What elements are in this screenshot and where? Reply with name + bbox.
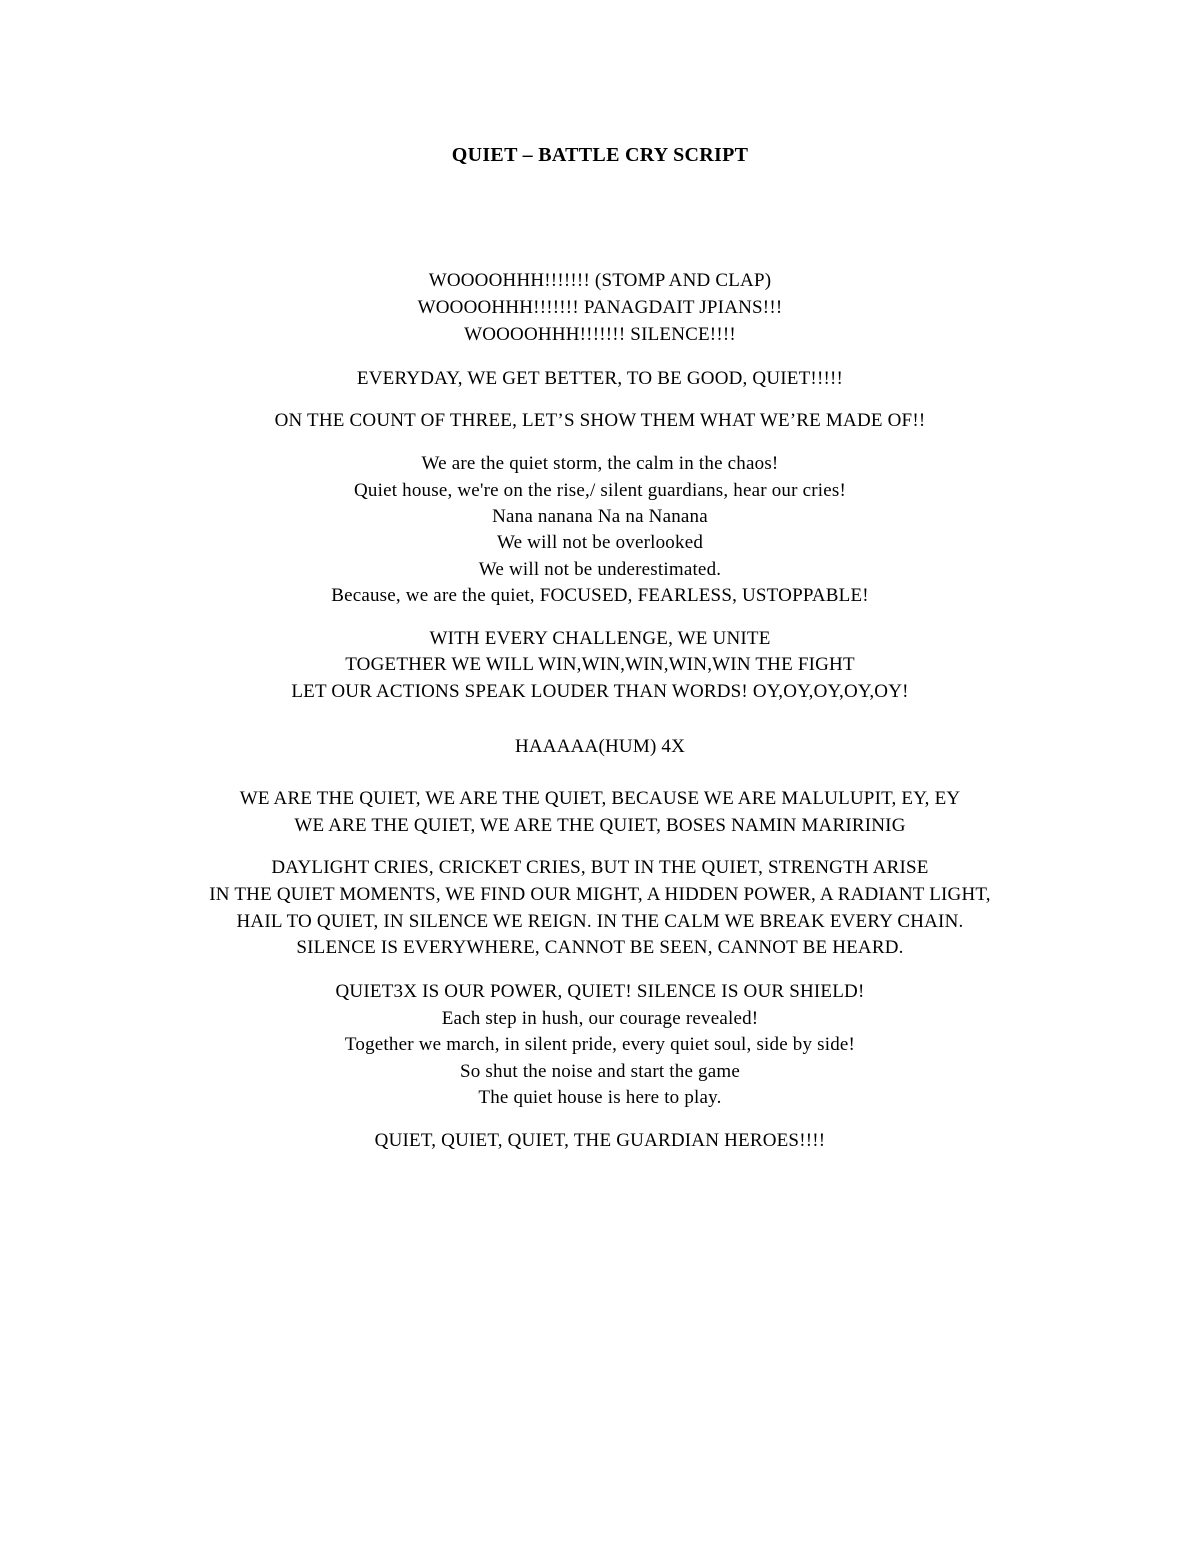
script-line: Because, we are the quiet, FOCUSED, FEARLESS, USTOPPABLE! bbox=[331, 585, 869, 606]
script-line: QUIET, QUIET, QUIET, THE GUARDIAN HEROES!!!! bbox=[374, 1130, 826, 1151]
script-line: LET OUR ACTIONS SPEAK LOUDER THAN WORDS! OY,OY,OY,OY,OY! bbox=[291, 681, 909, 702]
script-line: TOGETHER WE WILL WIN,WIN,WIN,WIN,WIN THE FIGHT bbox=[345, 654, 855, 675]
script-line: We will not be overlooked bbox=[496, 532, 704, 553]
script-line: WITH EVERY CHALLENGE, WE UNITE bbox=[429, 628, 771, 649]
script-line: EVERYDAY, WE GET BETTER, TO BE GOOD, QUIET!!!!! bbox=[356, 368, 844, 389]
script-line: Together we march, in silent pride, every quiet soul, side by side! bbox=[344, 1034, 856, 1055]
script-line: So shut the noise and start the game bbox=[459, 1061, 740, 1082]
script-line: WOOOOHHH!!!!!!! (STOMP AND CLAP) bbox=[428, 270, 772, 291]
script-line: DAYLIGHT CRIES, CRICKET CRIES, BUT IN THE QUIET, STRENGTH ARISE bbox=[271, 857, 929, 878]
script-line: WE ARE THE QUIET, WE ARE THE QUIET, BOSES NAMIN MARIRINIG bbox=[294, 815, 906, 836]
script-line: WE ARE THE QUIET, WE ARE THE QUIET, BECAUSE WE ARE MALULUPIT, EY, EY bbox=[239, 788, 961, 809]
script-line: ON THE COUNT OF THREE, LET’S SHOW THEM WHAT WE’RE MADE OF!! bbox=[274, 410, 926, 431]
script-line: The quiet house is here to play. bbox=[478, 1087, 722, 1108]
document-title: QUIET – BATTLE CRY SCRIPT bbox=[451, 144, 749, 166]
script-line: HAAAAA(HUM) 4X bbox=[514, 736, 686, 757]
script-line: We will not be underestimated. bbox=[478, 559, 722, 580]
script-line: Nana nanana Na na Nanana bbox=[492, 506, 708, 527]
script-line: IN THE QUIET MOMENTS, WE FIND OUR MIGHT, A HIDDEN POWER, A RADIANT LIGHT, bbox=[209, 884, 991, 905]
script-line: Each step in hush, our courage revealed! bbox=[441, 1008, 759, 1029]
script-line: QUIET3X IS OUR POWER, QUIET! SILENCE IS OUR SHIELD! bbox=[335, 981, 865, 1002]
script-line: Quiet house, we're on the rise,/ silent guardians, hear our cries! bbox=[354, 480, 846, 501]
script-line: HAIL TO QUIET, IN SILENCE WE REIGN. IN THE CALM WE BREAK EVERY CHAIN. bbox=[236, 911, 964, 932]
script-line: We are the quiet storm, the calm in the chaos! bbox=[421, 453, 779, 474]
script-line: SILENCE IS EVERYWHERE, CANNOT BE SEEN, CANNOT BE HEARD. bbox=[296, 937, 904, 958]
script-line: WOOOOHHH!!!!!!! SILENCE!!!! bbox=[464, 324, 736, 345]
script-line: WOOOOHHH!!!!!!! PANAGDAIT JPIANS!!! bbox=[417, 297, 783, 318]
